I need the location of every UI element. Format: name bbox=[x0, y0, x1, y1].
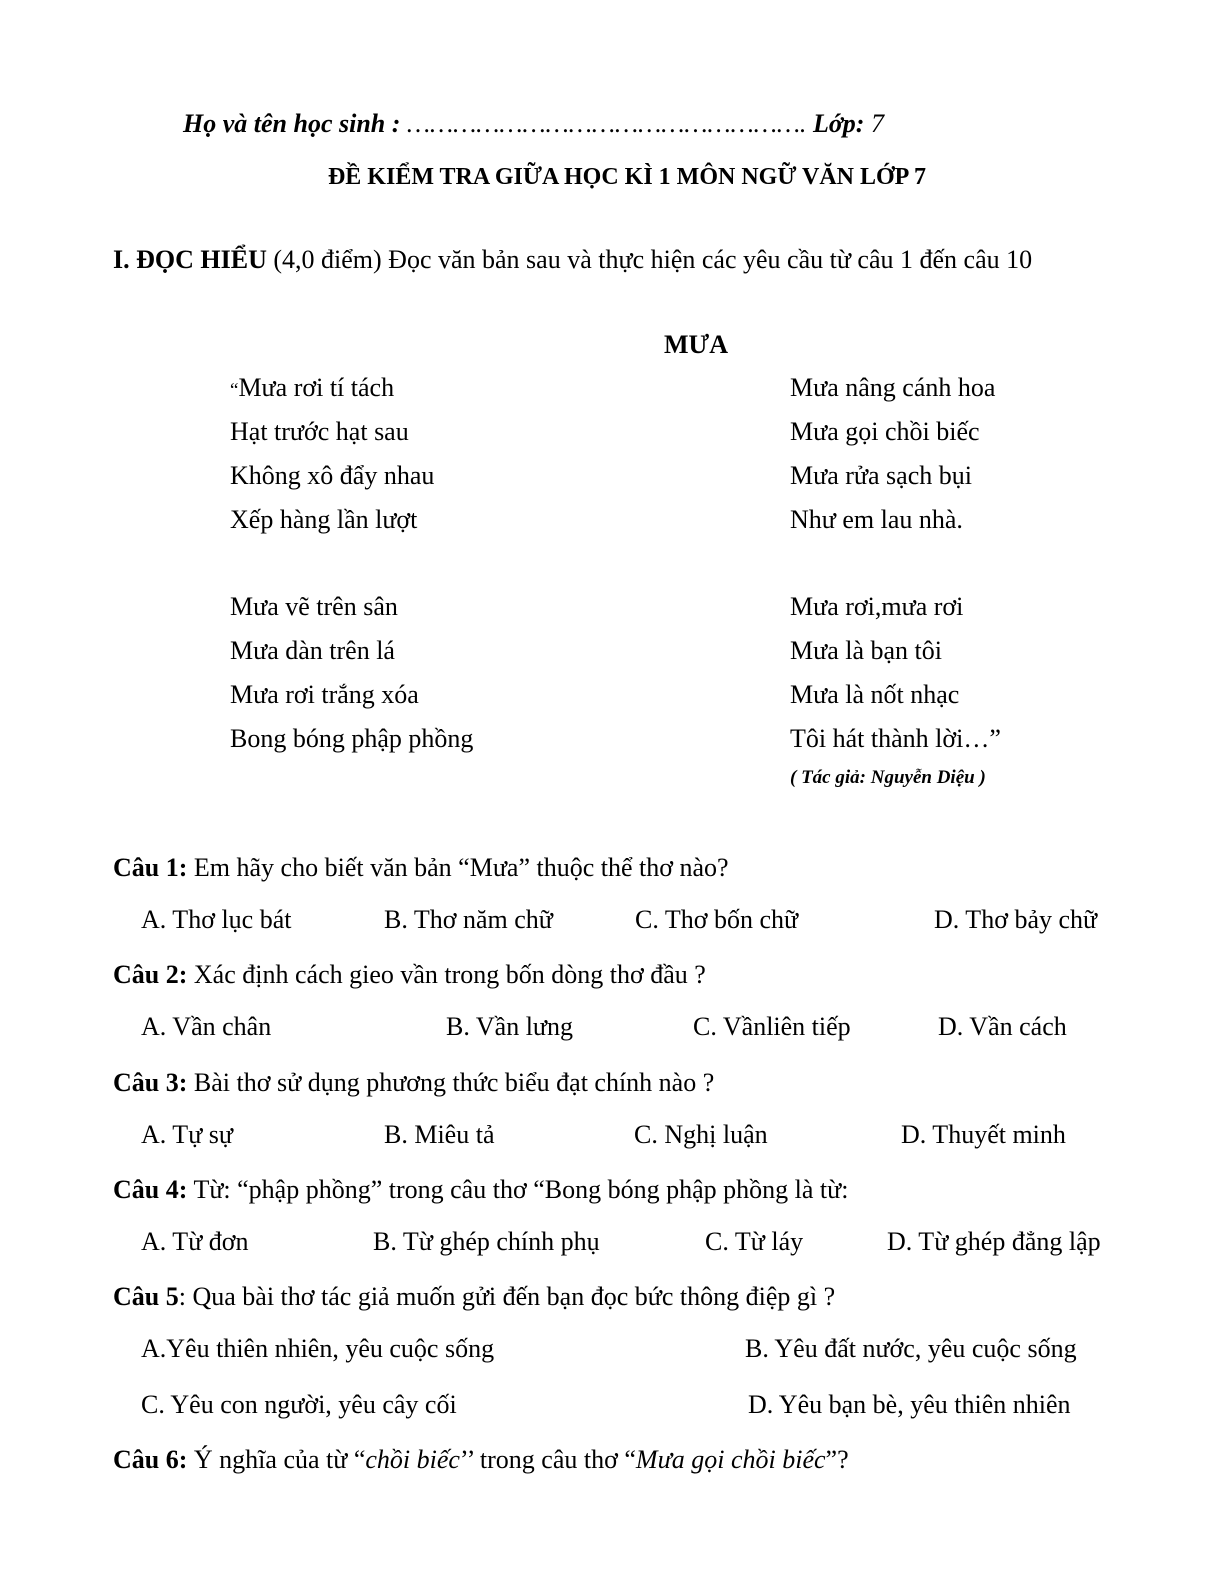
option-a: A. Thơ lục bát bbox=[141, 905, 292, 934]
option-b: B. Thơ năm chữ bbox=[384, 905, 553, 934]
question-label: Câu 1: bbox=[113, 853, 188, 882]
poem-line: Mưa là nốt nhạc bbox=[790, 680, 960, 709]
question-text: : Qua bài thơ tác giả muốn gửi đến bạn đọc bức thông điệp gì ? bbox=[178, 1282, 836, 1311]
option-d: D. Thơ bảy chữ bbox=[934, 905, 1098, 934]
student-name-line bbox=[183, 111, 884, 137]
option-c: C. Từ láy bbox=[705, 1227, 804, 1256]
option-a: A.Yêu thiên nhiên, yêu cuộc sống bbox=[141, 1334, 495, 1363]
question-text: Em hãy cho biết văn bản “Mưa” thuộc thể thơ nào? bbox=[193, 853, 729, 882]
option-b: B. Vần lưng bbox=[446, 1012, 574, 1041]
student-name-dots: ……………………………………………. bbox=[406, 109, 807, 138]
option-b: B. Từ ghép chính phụ bbox=[373, 1227, 600, 1256]
section-label: I. ĐỌC HIỂU bbox=[113, 245, 267, 274]
exam-title: ĐỀ KIỂM TRA GIỮA HỌC KÌ 1 MÔN NGỮ VĂN LỚP 7 bbox=[327, 164, 927, 190]
poem-line: Mưa rơi trắng xóa bbox=[230, 680, 419, 709]
poem-line: Hạt trước hạt sau bbox=[230, 417, 409, 446]
poem-line: Bong bóng phập phồng bbox=[230, 724, 474, 753]
poem-line: Mưa vẽ trên sân bbox=[230, 592, 398, 621]
option-a: A. Tự sự bbox=[141, 1120, 233, 1149]
poem-line: “Mưa rơi tí tách bbox=[230, 373, 395, 402]
section-instruction: (4,0 điểm) Đọc văn bản sau và thực hiện các yêu cầu từ câu 1 đến câu 10 bbox=[273, 245, 1033, 274]
question-2 bbox=[113, 962, 706, 988]
poem-line: Mưa là bạn tôi bbox=[790, 636, 943, 665]
option-c: C. Vầnliên tiếp bbox=[693, 1012, 851, 1041]
poem-line: Như em lau nhà. bbox=[790, 505, 963, 534]
poem-title: MƯA bbox=[664, 330, 729, 359]
question-text: Từ: “phập phồng” trong câu thơ “Bong bóng phập phồng là từ: bbox=[193, 1175, 849, 1204]
poem-line: Không xô đẩy nhau bbox=[230, 461, 435, 490]
option-d: D. Từ ghép đẳng lập bbox=[887, 1227, 1101, 1256]
option-a: A. Từ đơn bbox=[141, 1227, 249, 1256]
question-label: Câu 5 bbox=[113, 1282, 179, 1311]
question-6 bbox=[113, 1447, 849, 1473]
poem-line: Mưa rơi,mưa rơi bbox=[790, 592, 964, 621]
poem-line: Mưa dàn trên lá bbox=[230, 636, 395, 665]
option-c: C. Thơ bốn chữ bbox=[635, 905, 799, 934]
poem-line: Xếp hàng lần lượt bbox=[230, 505, 418, 534]
option-c: C. Yêu con người, yêu cây cối bbox=[141, 1390, 457, 1419]
option-c: C. Nghị luận bbox=[634, 1120, 768, 1149]
question-label: Câu 3: bbox=[113, 1068, 188, 1097]
poem-line: Tôi hát thành lời…” bbox=[790, 724, 1001, 753]
poem-line: Mưa gọi chồi biếc bbox=[790, 417, 980, 446]
student-name-label: Họ và tên học sinh : bbox=[183, 109, 401, 138]
question-3 bbox=[113, 1070, 714, 1096]
question-4 bbox=[113, 1177, 848, 1203]
question-1 bbox=[113, 855, 729, 881]
question-label: Câu 4: bbox=[113, 1175, 188, 1204]
poem-author: ( Tác giả: Nguyễn Diệu ) bbox=[790, 767, 986, 788]
question-label: Câu 2: bbox=[113, 960, 188, 989]
question-text: Xác định cách gieo vần trong bốn dòng thơ đầu ? bbox=[193, 960, 706, 989]
question-text: Ý nghĩa của từ “chồi biếc’’ trong câu thơ “Mưa gọi chồi biếc”? bbox=[193, 1445, 849, 1474]
question-text: Bài thơ sử dụng phương thức biểu đạt chính nào ? bbox=[193, 1068, 715, 1097]
option-d: D. Vần cách bbox=[938, 1012, 1067, 1041]
question-5 bbox=[113, 1284, 835, 1310]
section-reading-heading bbox=[113, 247, 1032, 273]
option-a: A. Vần chân bbox=[141, 1012, 272, 1041]
poem-line: Mưa nâng cánh hoa bbox=[790, 373, 996, 402]
option-b: B. Miêu tả bbox=[384, 1120, 495, 1149]
poem-line: Mưa rửa sạch bụi bbox=[790, 461, 972, 490]
option-d: D. Yêu bạn bè, yêu thiên nhiên bbox=[748, 1390, 1071, 1419]
poem-open-quote: “ bbox=[230, 380, 239, 401]
class-label: Lớp: bbox=[812, 109, 865, 138]
question-label: Câu 6: bbox=[113, 1445, 188, 1474]
option-d: D. Thuyết minh bbox=[901, 1120, 1066, 1149]
class-value: 7 bbox=[870, 109, 884, 138]
option-b: B. Yêu đất nước, yêu cuộc sống bbox=[745, 1334, 1077, 1363]
